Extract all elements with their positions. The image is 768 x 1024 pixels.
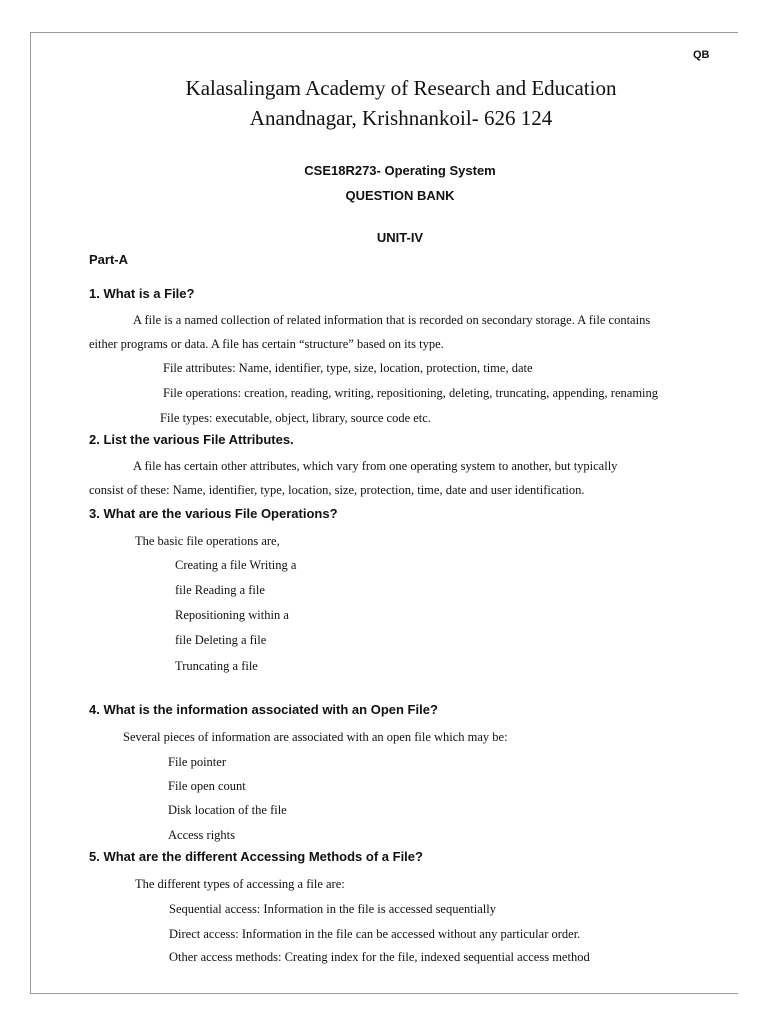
question-4-heading: 4. What is the information associated with an Open File? (89, 702, 438, 717)
q4-intro: Several pieces of information are associated with an open file which may be: (123, 730, 508, 744)
question-3-heading: 3. What are the various File Operations? (89, 506, 338, 521)
q5-intro: The different types of accessing a file are: (135, 877, 345, 891)
q5-list-item: Direct access: Information in the file can be accessed without any particular order. (169, 927, 581, 941)
institution-name: Kalasalingam Academy of Research and Education (185, 76, 617, 100)
question-5-heading: 5. What are the different Accessing Methods of a File? (89, 849, 423, 864)
q2-paragraph-line: consist of these: Name, identifier, type, location, size, protection, time, date and user identification. (89, 483, 585, 497)
question-2-heading: 2. List the various File Attributes. (89, 432, 294, 447)
institution-address: Anandnagar, Krishnankoil- 626 124 (249, 106, 553, 130)
part-heading: Part-A (89, 252, 129, 267)
q4-list-item: Disk location of the file (168, 803, 287, 817)
unit-title: UNIT-IV (376, 230, 424, 245)
q4-list-item: File pointer (168, 755, 226, 769)
q4-list-item: Access rights (168, 828, 235, 842)
q1-paragraph-line: either programs or data. A file has certain “structure” based on its type. (89, 337, 444, 351)
q2-paragraph-line: A file has certain other attributes, which vary from one operating system to another, but typically (133, 459, 618, 473)
q3-intro: The basic file operations are, (135, 534, 280, 548)
question-1-heading: 1. What is a File? (89, 286, 195, 301)
q4-list-item: File open count (168, 779, 246, 793)
q5-list-item: Other access methods: Creating index for the file, indexed sequential access method (169, 950, 590, 964)
q3-list-line: Truncating a file (175, 659, 258, 673)
course-title: CSE18R273- Operating System (304, 163, 496, 178)
q3-list-line: Repositioning within a (175, 608, 289, 622)
file-attributes-line: File attributes: Name, identifier, type, size, location, protection, time, date (163, 361, 533, 375)
q3-list-line: file Reading a file (175, 583, 265, 597)
file-operations-line: File operations: creation, reading, writing, repositioning, deleting, truncating, appending, renaming (163, 386, 659, 400)
q5-list-item: Sequential access: Information in the file is accessed sequentially (169, 902, 496, 916)
q3-list-line: file Deleting a file (175, 633, 267, 647)
q1-paragraph-line: A file is a named collection of related information that is recorded on secondary storage. A file contains (133, 313, 651, 327)
doc-type-title: QUESTION BANK (345, 188, 455, 203)
file-types-line: File types: executable, object, library, source code etc. (160, 411, 431, 425)
q3-list-line: Creating a file Writing a (175, 558, 297, 572)
qb-label: QB (693, 49, 710, 61)
